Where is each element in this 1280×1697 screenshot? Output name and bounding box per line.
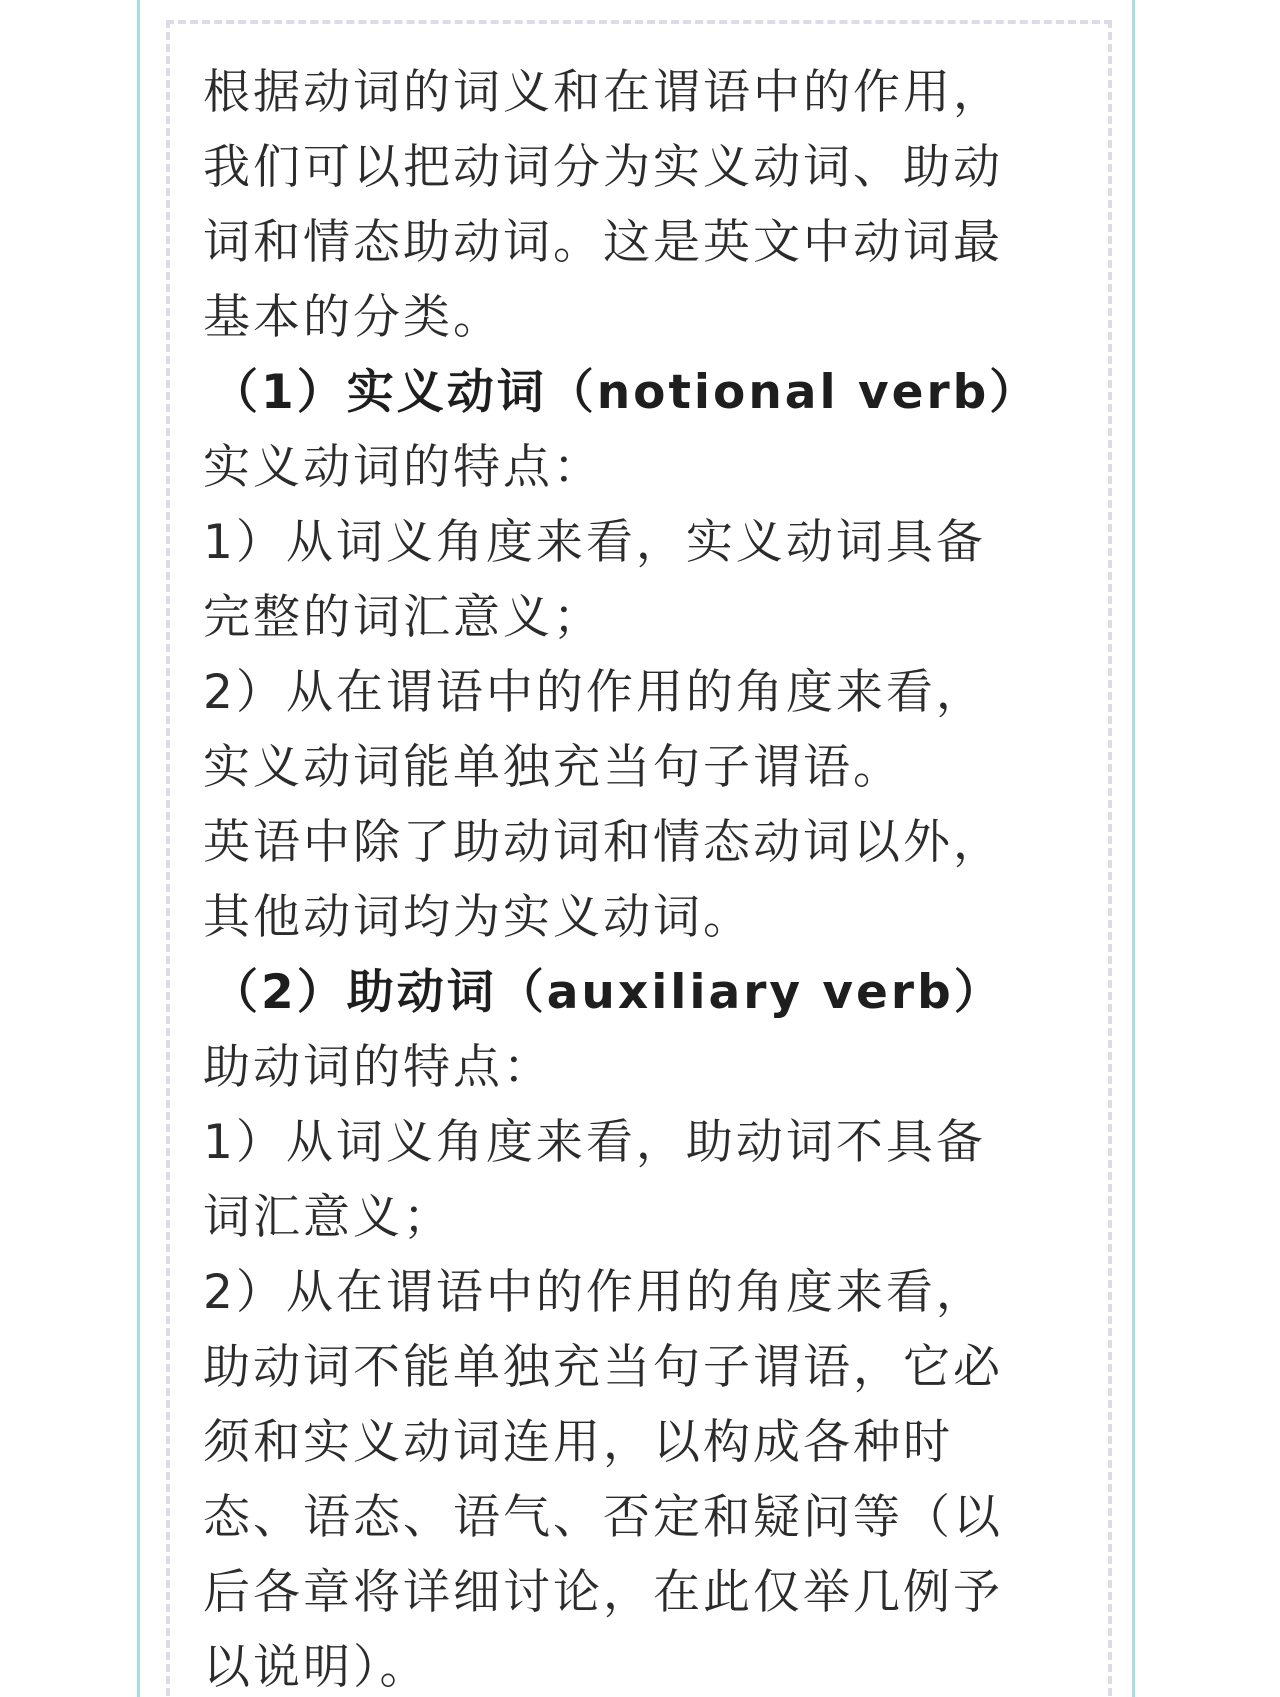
section-heading-auxiliary-verb: （2）助动词（auxiliary verb） xyxy=(211,965,1004,1020)
text-line: 态、语态、语气、否定和疑问等（以 xyxy=(203,1490,1003,1545)
text-line: 词和情态助动词。这是英文中动词最 xyxy=(203,215,1003,270)
article-content xyxy=(203,55,1083,1697)
text-line: 根据动词的词义和在谓语中的作用， xyxy=(203,65,1003,120)
text-line: 我们可以把动词分为实义动词、助动 xyxy=(203,140,1003,195)
section-heading-notional-verb: （1）实义动词（notional verb） xyxy=(211,365,1040,420)
text-line: 须和实义动词连用，以构成各种时 xyxy=(203,1415,953,1470)
text-line: 后各章将详细讨论，在此仅举几例予 xyxy=(203,1565,1003,1620)
text-line: 助动词的特点： xyxy=(203,1040,553,1095)
text-line: 其他动词均为实义动词。 xyxy=(203,890,753,945)
text-line: 2）从在谓语中的作用的角度来看， xyxy=(203,1265,986,1320)
text-line: 实义动词的特点： xyxy=(203,440,603,495)
text-line: 1）从词义角度来看，实义动词具备 xyxy=(203,515,986,570)
text-line: 词汇意义； xyxy=(203,1190,453,1245)
text-line: 完整的词汇意义； xyxy=(203,590,603,645)
text-line: 基本的分类。 xyxy=(203,290,503,345)
text-line: 英语中除了助动词和情态动词以外， xyxy=(203,815,1003,870)
text-line: 以说明）。 xyxy=(203,1640,430,1695)
text-line: 助动词不能单独充当句子谓语，它必 xyxy=(203,1340,1003,1395)
text-line: 1）从词义角度来看，助动词不具备 xyxy=(203,1115,986,1170)
text-line: 实义动词能单独充当句子谓语。 xyxy=(203,740,903,795)
text-line: 2）从在谓语中的作用的角度来看， xyxy=(203,665,986,720)
